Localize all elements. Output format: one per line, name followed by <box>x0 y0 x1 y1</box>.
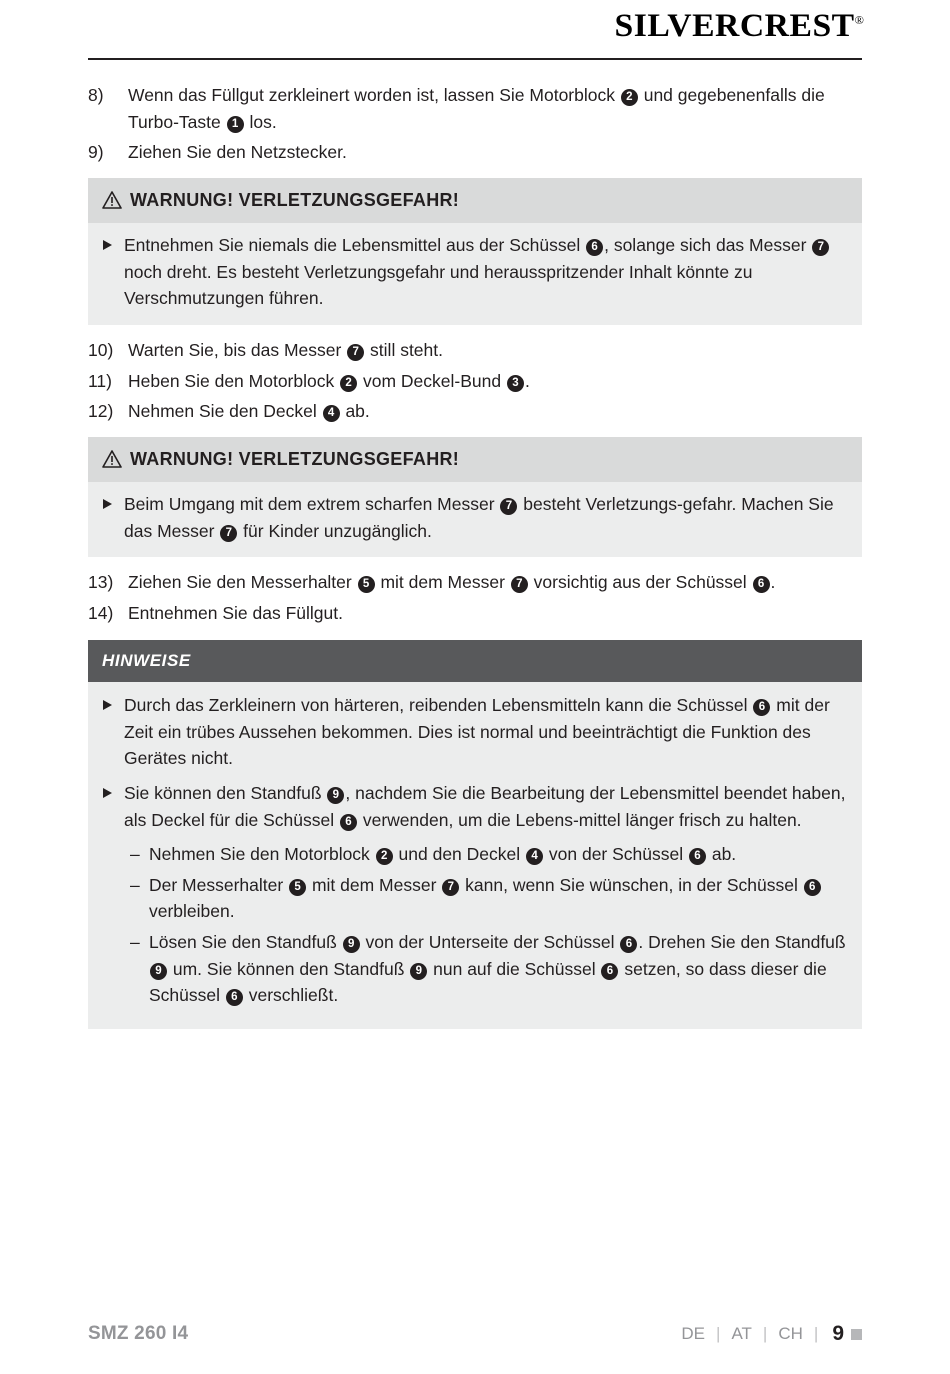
part-number-6: 6 <box>753 699 770 716</box>
notes-box <box>88 640 862 1028</box>
footer-separator: | <box>716 1324 721 1343</box>
language-at: AT <box>731 1324 752 1343</box>
part-number-2: 2 <box>621 89 638 106</box>
part-number-6: 6 <box>804 879 821 896</box>
part-number-7: 7 <box>511 576 528 593</box>
note-sub-item <box>130 872 846 925</box>
numbered-step <box>88 398 862 425</box>
registered-mark: ® <box>854 13 865 27</box>
steps-group-2 <box>88 337 862 425</box>
warning-triangle-icon <box>102 191 122 209</box>
step-text: Nehmen Sie den Deckel 4 ab. <box>128 401 370 422</box>
step-number: 12) <box>88 401 114 422</box>
warning-triangle-icon <box>102 450 122 468</box>
note-sub-item-text: Lösen Sie den Standfuß 9 von der Unterseite der Schüssel 6 . Drehen Sie den Standfuß 9 um. Sie können den Standfuß 9 nun auf die Schüssel 6 setzen, so dass dieser die Schüssel 6 verschließt. <box>149 932 846 1006</box>
warning-box-1-title: WARNUNG! VERLETZUNGSGEFAHR! <box>130 189 460 210</box>
page-header <box>0 0 950 45</box>
warning-box-2-title: WARNUNG! VERLETZUNGSGEFAHR! <box>130 448 460 469</box>
numbered-step <box>88 600 862 627</box>
warning-box-2 <box>88 437 862 558</box>
numbered-step <box>88 569 862 596</box>
warning-box-2-header <box>88 437 862 482</box>
note-entry <box>102 692 846 772</box>
part-number-7: 7 <box>442 879 459 896</box>
step-number: 9) <box>88 142 104 163</box>
part-number-6: 6 <box>586 239 603 256</box>
note-sub-item <box>130 841 846 868</box>
step-text: Heben Sie den Motorblock 2 vom Deckel-Bund 3 . <box>128 370 530 391</box>
part-number-9: 9 <box>343 936 360 953</box>
language-de: DE <box>681 1324 706 1343</box>
part-number-7: 7 <box>812 239 829 256</box>
numbered-step <box>88 139 862 166</box>
page-content <box>88 60 862 1029</box>
warning-box-1-text: Entnehmen Sie niemals die Lebensmittel aus der Schüssel 6 , solange sich das Messer 7 noch dreht. Es besteht Verletzungsgefahr und herausspritzender Inhalt könnte zu Verschmutzungen führen. <box>124 232 846 312</box>
step-text: Ziehen Sie den Messerhalter 5 mit dem Messer 7 vorsichtig aus der Schüssel 6 . <box>128 572 776 593</box>
note-item-text: Durch das Zerkleinern von härteren, reibenden Lebensmitteln kann die Schüssel 6 mit der Zeit ein trübes Aussehen bekommen. Dies ist normal und beeinträchtigt die Funktion des Gerätes nicht. <box>124 695 830 769</box>
dash-bullet-icon: – <box>130 844 140 865</box>
warning-box-2-bullet <box>102 491 846 544</box>
part-number-7: 7 <box>220 525 237 542</box>
arrow-right-icon <box>102 239 114 251</box>
note-sub-item-text: Der Messerhalter 5 mit dem Messer 7 kann, wenn Sie wünschen, in der Schüssel 6 verbleiben. <box>149 872 846 925</box>
step-number: 10) <box>88 339 114 360</box>
numbered-step <box>88 337 862 364</box>
part-number-2: 2 <box>376 848 393 865</box>
notes-box-title: HINWEISE <box>88 640 862 682</box>
note-sub-item <box>130 929 846 1009</box>
part-number-1: 1 <box>227 116 244 133</box>
brand-name: SILVERCREST <box>614 8 855 44</box>
arrow-right-icon <box>102 699 114 711</box>
numbered-step <box>88 368 862 395</box>
footer-separator: | <box>762 1324 768 1343</box>
part-number-3: 3 <box>507 375 524 392</box>
steps-group-3 <box>88 569 862 626</box>
step-text: Ziehen Sie den Netzstecker. <box>128 142 347 163</box>
part-number-2: 2 <box>340 375 357 392</box>
part-number-9: 9 <box>150 963 167 980</box>
warning-box-1-bullet <box>102 232 846 312</box>
part-number-9: 9 <box>327 787 344 804</box>
part-number-6: 6 <box>340 814 357 831</box>
warning-box-2-body <box>88 482 862 557</box>
numbered-step <box>88 82 862 135</box>
part-number-6: 6 <box>753 576 770 593</box>
part-number-7: 7 <box>347 344 364 361</box>
step-number: 14) <box>88 602 114 623</box>
dash-bullet-icon: – <box>130 932 140 953</box>
part-number-5: 5 <box>289 879 306 896</box>
step-number: 8) <box>88 85 104 105</box>
part-number-7: 7 <box>500 498 517 515</box>
steps-group-1 <box>88 82 862 166</box>
footer-right <box>670 1322 862 1346</box>
warning-box-1 <box>88 178 862 325</box>
language-ch: CH <box>778 1324 803 1343</box>
note-sub-list <box>130 841 846 1009</box>
notes-box-body <box>88 682 862 1029</box>
model-number: SMZ 260 I4 <box>88 1323 189 1344</box>
note-item <box>102 780 846 833</box>
footer-separator: | <box>813 1324 819 1343</box>
dash-bullet-icon: – <box>130 874 140 895</box>
step-number: 11) <box>88 370 112 391</box>
part-number-9: 9 <box>410 963 427 980</box>
warning-box-1-body <box>88 223 862 325</box>
page-number: 9 <box>832 1322 844 1345</box>
note-entry <box>102 780 846 1009</box>
step-number: 13) <box>88 572 114 593</box>
arrow-right-icon <box>102 787 114 799</box>
note-item <box>102 692 846 772</box>
part-number-6: 6 <box>226 989 243 1006</box>
note-sub-item-text: Nehmen Sie den Motorblock 2 und den Deckel 4 von der Schüssel 6 ab. <box>149 844 737 865</box>
warning-box-2-text: Beim Umgang mit dem extrem scharfen Messer 7 besteht Verletzungs-gefahr. Machen Sie das Messer 7 für Kinder unzugänglich. <box>124 494 834 541</box>
page-footer <box>88 1322 862 1346</box>
part-number-6: 6 <box>601 963 618 980</box>
part-number-4: 4 <box>323 405 340 422</box>
page-marker-square <box>851 1329 862 1340</box>
part-number-4: 4 <box>526 848 543 865</box>
step-text: Warten Sie, bis das Messer 7 still steht. <box>128 339 443 360</box>
warning-box-1-header <box>88 178 862 223</box>
note-item-text: Sie können den Standfuß 9 , nachdem Sie die Bearbeitung der Lebensmittel beendet haben, als Deckel für die Schüssel 6 verwenden, um die Lebens-mittel länger frisch zu halten. <box>124 783 846 830</box>
part-number-6: 6 <box>689 848 706 865</box>
part-number-6: 6 <box>620 936 637 953</box>
part-number-5: 5 <box>358 576 375 593</box>
step-text: Wenn das Füllgut zerkleinert worden ist, lassen Sie Motorblock 2 und gegebenenfalls die Turbo-Taste 1 los. <box>128 85 825 132</box>
arrow-right-icon <box>102 498 114 510</box>
brand-logo <box>615 8 865 45</box>
step-text: Entnehmen Sie das Füllgut. <box>128 602 343 623</box>
